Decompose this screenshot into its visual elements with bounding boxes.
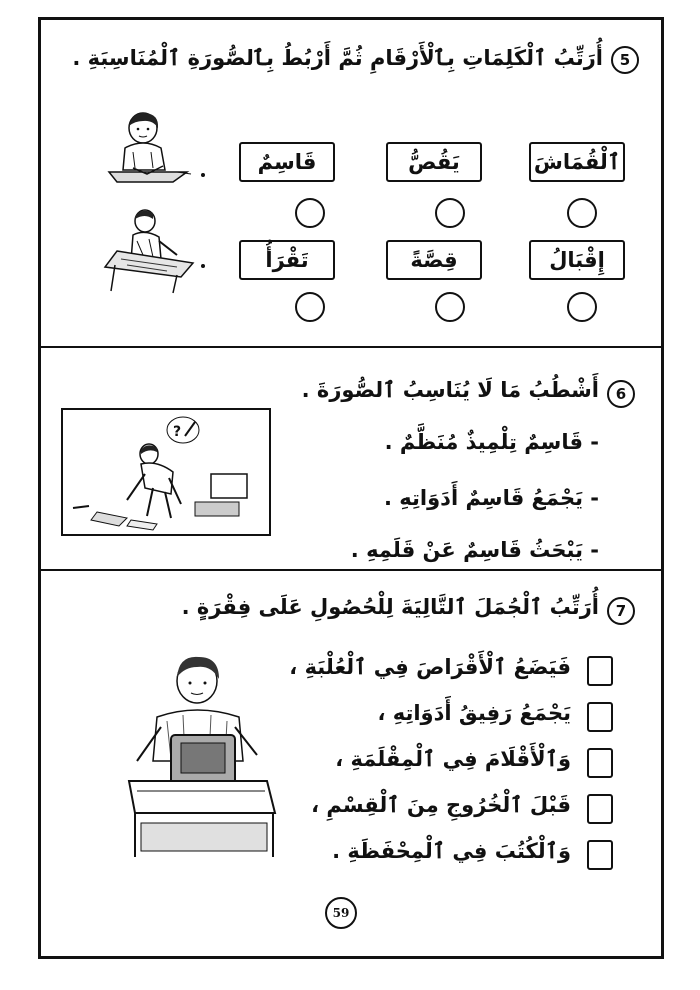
exercise-6-sentence[interactable]: - يَجْمَعُ قَاسِمٌ أَدَوَاتِهِ .	[384, 486, 599, 510]
order-box[interactable]	[587, 702, 613, 732]
order-box[interactable]	[587, 794, 613, 824]
exercise-5	[41, 20, 661, 345]
number-circle[interactable]	[567, 292, 597, 322]
exercise-7-instruction: أُرَتِّبُ ٱلْجُمَلَ ٱلتَّالِيَةَ لِلْحُصُولِ عَلَى فِقْرَةٍ .	[181, 595, 599, 619]
exercise-5-number: 5	[611, 46, 639, 74]
exercise-7-sentence: فَيَضَعُ ٱلْأَقْرَاصَ فِي ٱلْعُلْبَةِ ،	[289, 655, 571, 679]
page-number: 59	[325, 897, 357, 929]
connect-dot[interactable]	[201, 173, 205, 177]
exercise-5-instruction: أُرَتِّبُ ٱلْكَلِمَاتِ بِٱلْأَرْقَامِ ثُمَّ أَرْبُطُ بِٱلصُّورَةِ ٱلْمُنَاسِبَةِ .	[72, 46, 603, 70]
number-circle[interactable]	[435, 292, 465, 322]
order-box[interactable]	[587, 840, 613, 870]
word-card: ٱلْقُمَاشَ	[529, 142, 625, 182]
number-circle[interactable]	[435, 198, 465, 228]
word-card: إِقْبَالُ	[529, 240, 625, 280]
order-box[interactable]	[587, 656, 613, 686]
word-card: قَاسِمٌ	[239, 142, 335, 182]
exercise-7-sentence: قَبْلَ ٱلْخُرُوجِ مِنَ ٱلْقِسْمِ ،	[311, 793, 571, 817]
boy-searching-illustration	[61, 408, 271, 536]
word-card: قِصَّةً	[386, 240, 482, 280]
connect-dot[interactable]	[201, 264, 205, 268]
exercise-6	[41, 348, 661, 568]
boy-packing-bag-illustration	[127, 651, 277, 861]
exercise-7-sentence: وَٱلْأَقْلَامَ فِي ٱلْمِقْلَمَةِ ،	[335, 747, 571, 771]
exercise-7-sentence: يَجْمَعُ رَفِيقُ أَدَوَاتِهِ ،	[377, 701, 571, 725]
worksheet-page	[38, 17, 664, 959]
number-circle[interactable]	[567, 198, 597, 228]
svg-text:?: ?	[173, 424, 182, 440]
exercise-7	[41, 571, 661, 951]
order-box[interactable]	[587, 748, 613, 778]
exercise-6-number: 6	[607, 380, 635, 408]
exercise-6-sentence[interactable]: - قَاسِمٌ تِلْمِيذٌ مُنَظَّمٌ .	[384, 430, 599, 454]
exercise-6-instruction: أَشْطُبُ مَا لَا يُنَاسِبُ ٱلصُّورَةَ .	[301, 378, 599, 402]
exercise-7-number: 7	[607, 597, 635, 625]
exercise-6-sentence[interactable]: - يَبْحَثُ قَاسِمٌ عَنْ قَلَمِهِ .	[350, 538, 599, 562]
number-circle[interactable]	[295, 292, 325, 322]
girl-writing-illustration	[103, 108, 193, 188]
word-card: تَقْرَأُ	[239, 240, 335, 280]
boy-cutting-illustration	[97, 205, 197, 295]
number-circle[interactable]	[295, 198, 325, 228]
exercise-7-sentence: وَٱلْكُتُبَ فِي ٱلْمِحْفَظَةِ .	[332, 839, 571, 863]
word-card: يَقُصُّ	[386, 142, 482, 182]
